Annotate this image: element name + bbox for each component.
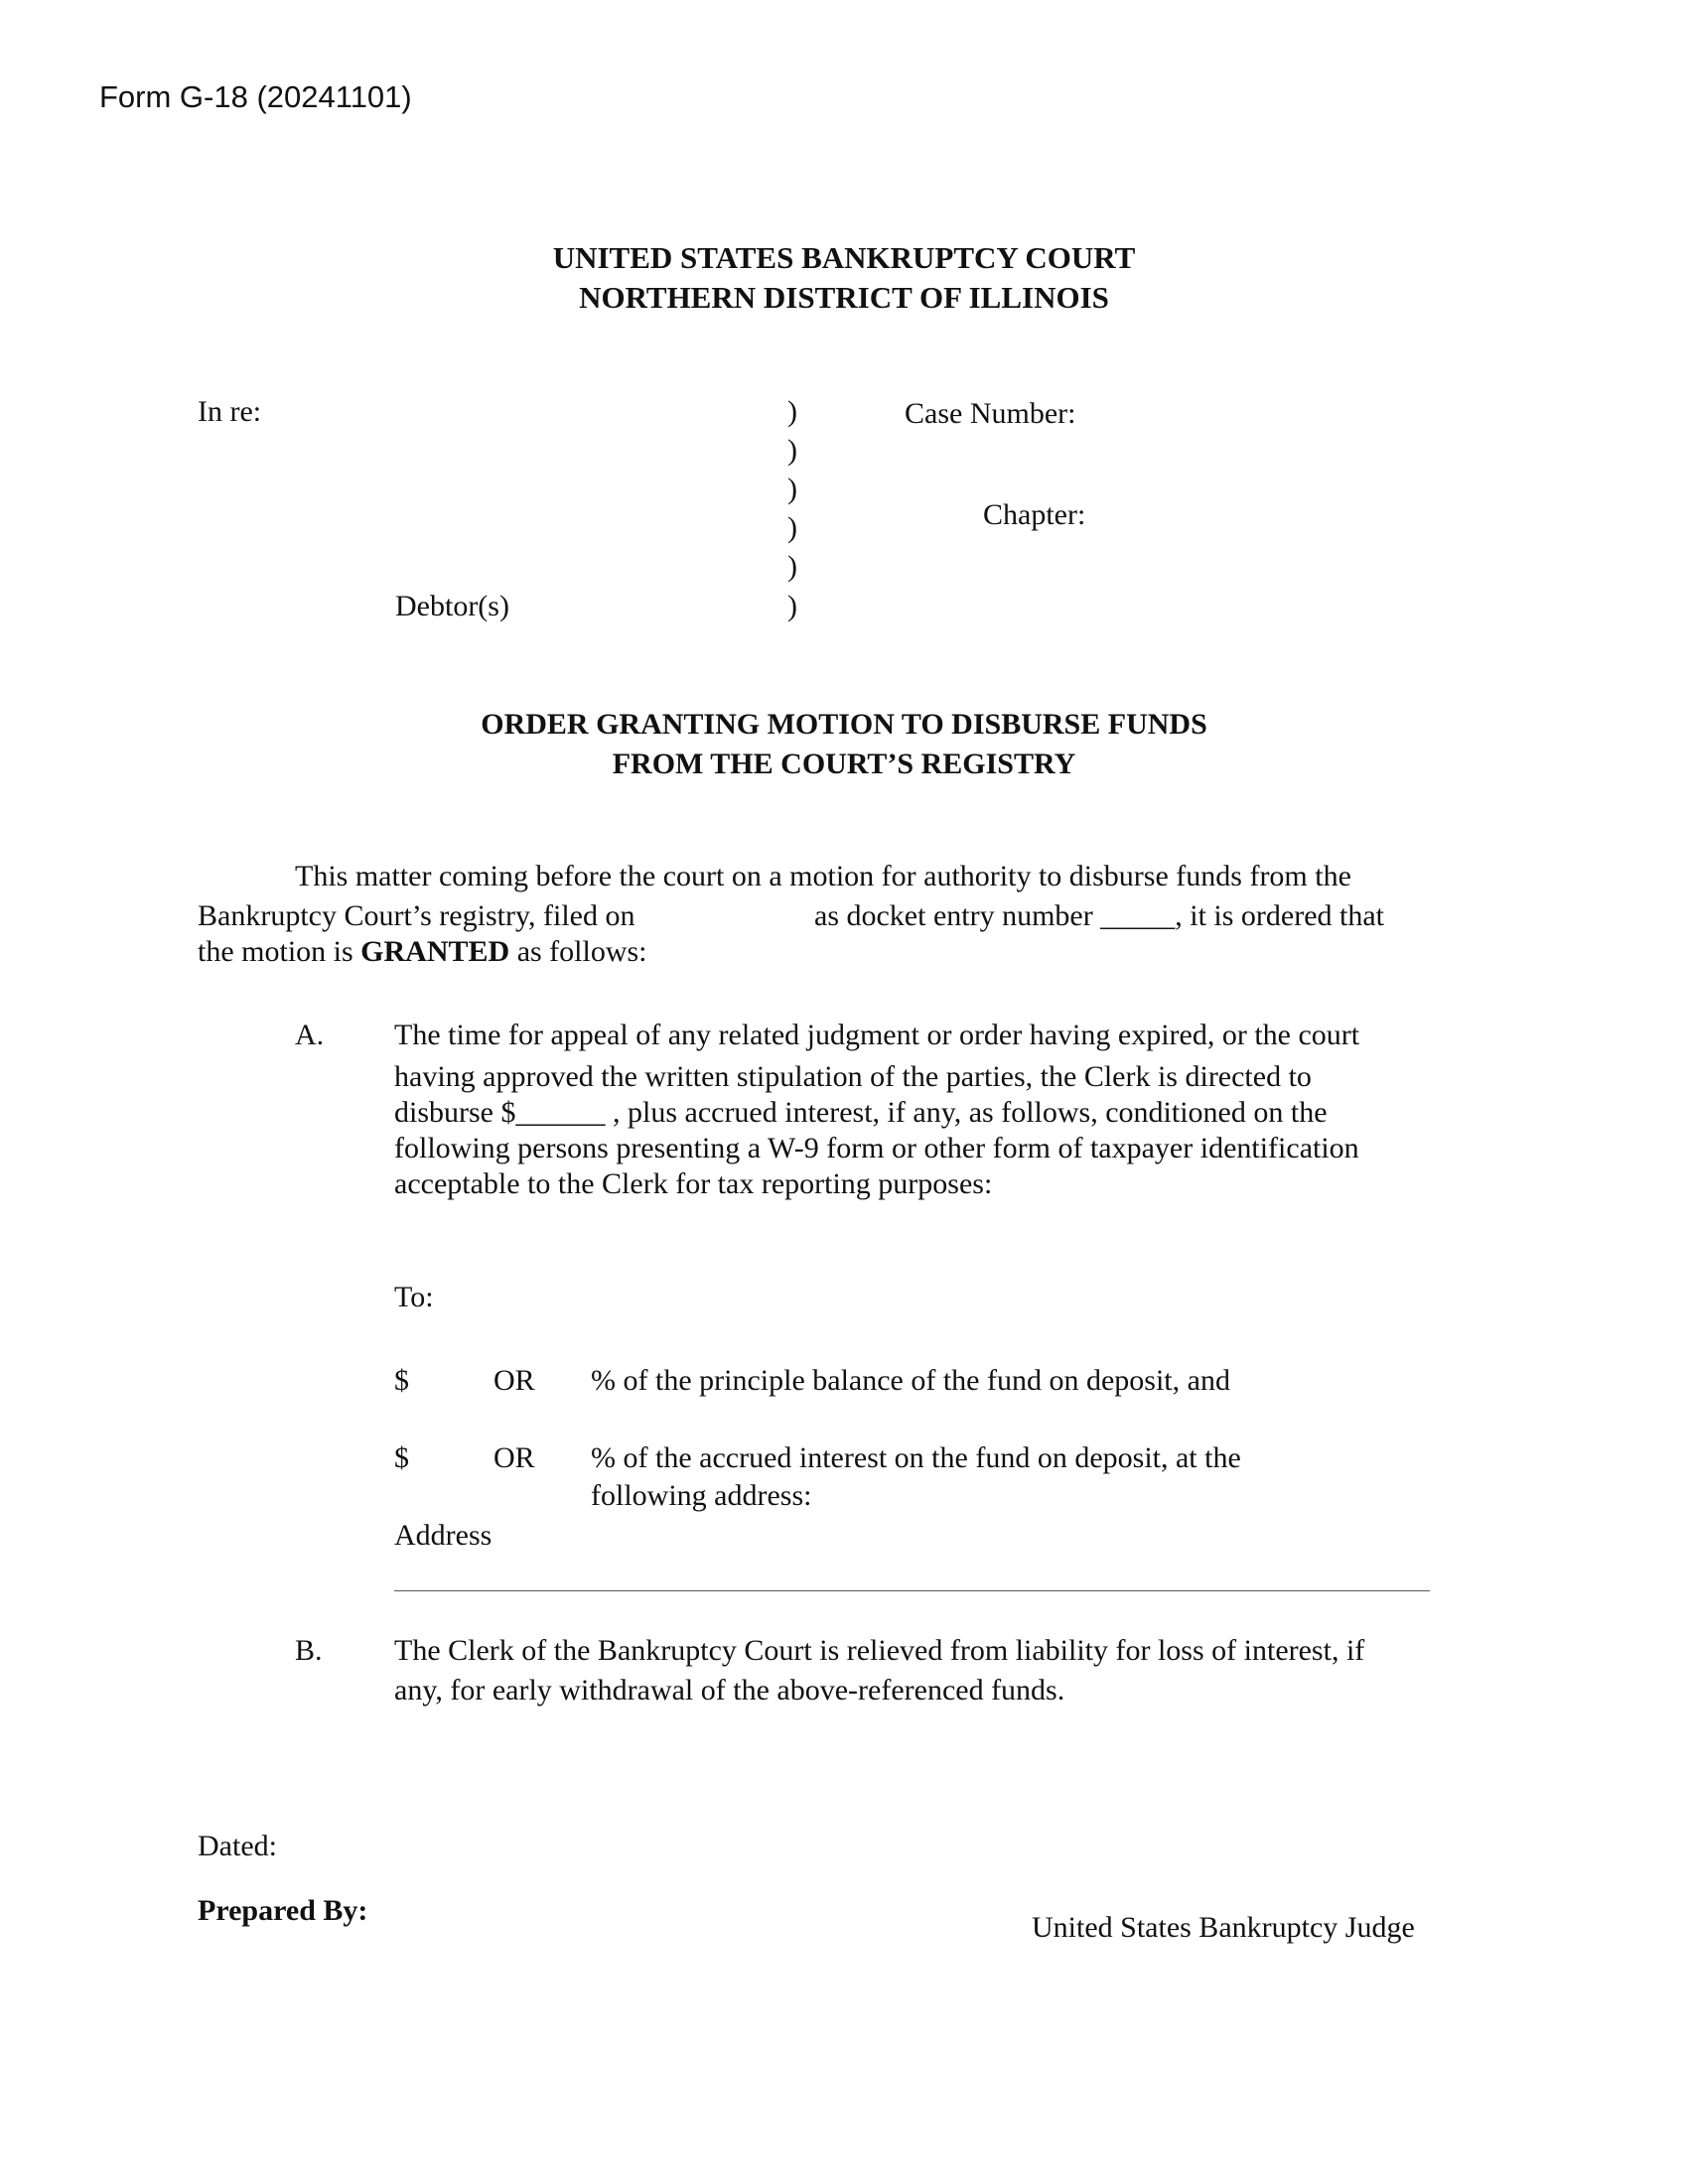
intro-line-1: This matter coming before the court on a motion for authority to disburse funds from the	[295, 860, 1351, 892]
section-a-line-5: acceptable to the Clerk for tax reporting purposes:	[394, 1167, 993, 1200]
caption-paren: )	[787, 434, 797, 467]
section-a-line-4: following persons presenting a W-9 form or other form of taxpayer identification	[394, 1132, 1359, 1164]
caption-paren: )	[787, 511, 797, 544]
to-label: To:	[394, 1281, 434, 1313]
dated-label: Dated:	[198, 1830, 277, 1862]
caption-paren: )	[787, 473, 797, 505]
court-name: UNITED STATES BANKRUPTCY COURT	[552, 240, 1136, 275]
section-b-line-1: The Clerk of the Bankruptcy Court is relieved from liability for loss of interest, if	[394, 1634, 1365, 1667]
section-b-line-2: any, for early withdrawal of the above-referenced funds.	[394, 1674, 1065, 1706]
prepared-by-label: Prepared By:	[198, 1894, 368, 1927]
address-label: Address	[394, 1519, 492, 1552]
section-a-line-3: disburse $______ , plus accrued interest, if any, as follows, conditioned on the	[394, 1096, 1328, 1129]
debtor-label: Debtor(s)	[395, 590, 509, 622]
section-a-line-1: The time for appeal of any related judgment or order having expired, or the court	[394, 1019, 1360, 1051]
intro-line-2-docket: as docket entry number _____, it is ordered that	[814, 899, 1385, 932]
row2-address-text: following address:	[591, 1479, 812, 1512]
chapter-label: Chapter:	[983, 498, 1086, 531]
row1-principle-text: % of the principle balance of the fund on deposit, and	[591, 1364, 1230, 1397]
section-a-line-2: having approved the written stipulation of the parties, the Clerk is directed to	[394, 1060, 1312, 1093]
order-title: ORDER GRANTING MOTION TO DISBURSE FUNDS	[481, 708, 1207, 741]
address-line	[394, 1590, 1430, 1591]
row2-or: OR	[493, 1441, 535, 1474]
intro-line-3-post: as follows:	[516, 935, 647, 968]
section-a-letter: A.	[295, 1019, 325, 1051]
judge-signature-label: United States Bankruptcy Judge	[1032, 1911, 1415, 1944]
intro-line-3	[198, 935, 647, 969]
caption-paren: )	[787, 590, 797, 622]
intro-line-3-pre: the motion is	[198, 935, 353, 968]
order-title-line2: FROM THE COURT’S REGISTRY	[612, 748, 1076, 780]
section-b-letter: B.	[295, 1634, 323, 1667]
row1-or: OR	[493, 1364, 535, 1397]
in-re-label: In re:	[198, 395, 262, 428]
row2-interest-text: % of the accrued interest on the fund on deposit, at the	[591, 1441, 1241, 1474]
caption-paren: )	[787, 395, 797, 428]
case-number-label: Case Number:	[905, 397, 1076, 430]
form-identifier: Form G-18 (20241101)	[99, 79, 412, 114]
court-district: NORTHERN DISTRICT OF ILLINOIS	[579, 280, 1109, 315]
row2-dollar: $	[394, 1441, 409, 1474]
caption-paren: )	[787, 550, 797, 583]
intro-line-2: Bankruptcy Court’s registry, filed on	[198, 899, 635, 932]
row1-dollar: $	[394, 1364, 409, 1397]
granted-text: GRANTED	[360, 935, 510, 968]
